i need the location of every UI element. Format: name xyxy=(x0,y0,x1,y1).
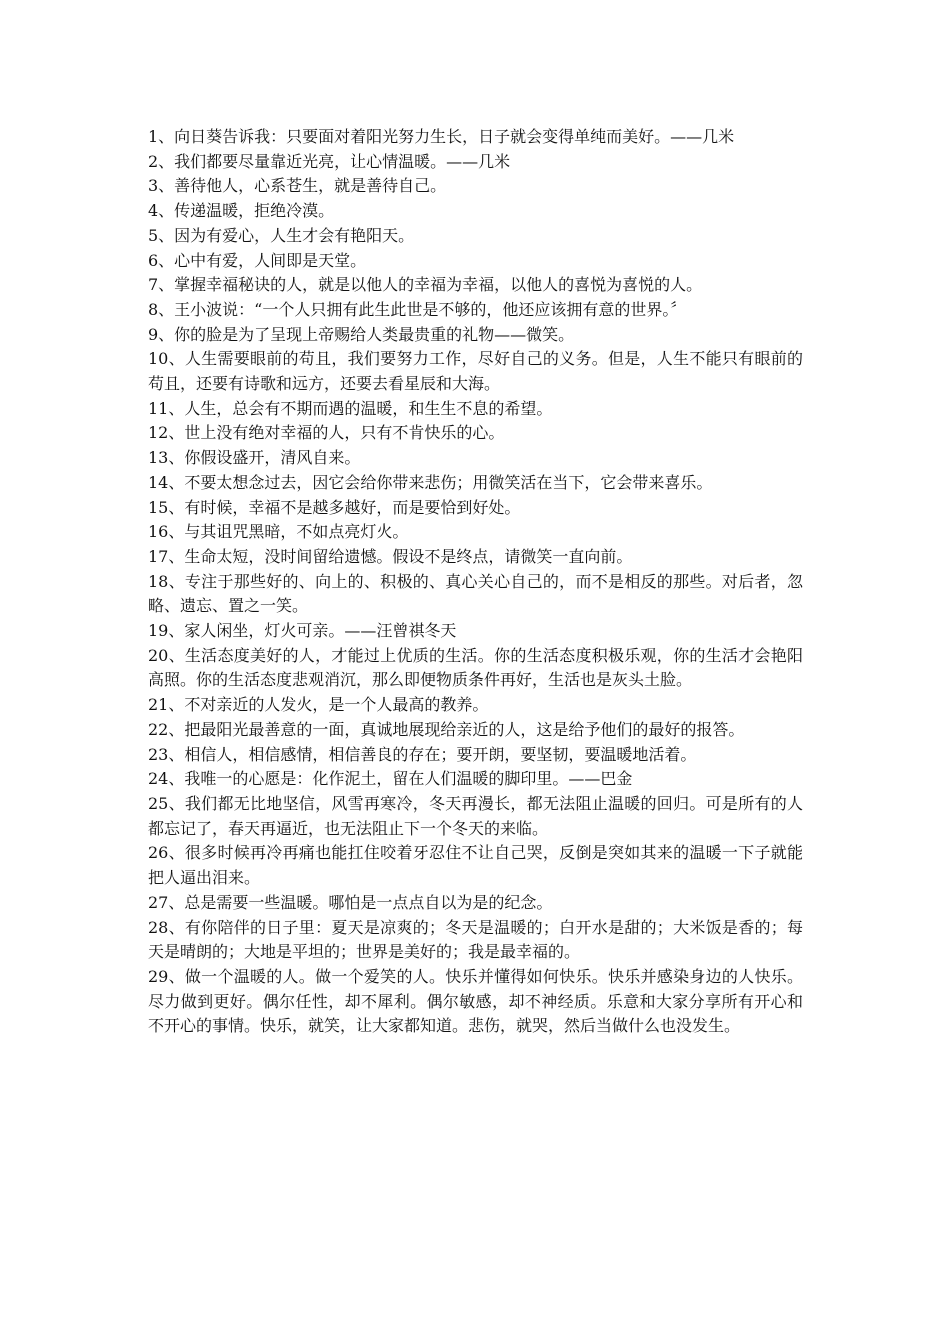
quote-13: 13、你假设盛开，清风自来。 xyxy=(148,448,361,468)
quote-6: 6、心中有爱，人间即是天堂。 xyxy=(148,250,367,270)
quote-27: 27、总是需要一些温暖。哪怕是一点点自以为是的纪念。 xyxy=(148,892,553,912)
quote-28: 28、有你陪伴的日子里：夏天是凉爽的；冬天是温暖的；白开水是甜的；大米饭是香的；每天是晴朗的；大地是平坦的；世界是美好的；我是最幸福的。 xyxy=(148,917,803,962)
quote-8: 8、王小波说：“一个人只拥有此生此世是不够的，他还应该拥有意的世界。〞 xyxy=(148,299,687,319)
quote-15: 15、有时候，幸福不是越多越好，而是要恰到好处。 xyxy=(148,497,521,517)
quote-10: 10、人生需要眼前的苟且，我们要努力工作，尽好自己的义务。但是，人生不能只有眼前的苟且，还要有诗歌和远方，还要去看星辰和大海。 xyxy=(148,349,803,394)
quote-25: 25、我们都无比地坚信，风雪再寒冷，冬天再漫长，都无法阻止温暖的回归。可是所有的人都忘记了，春天再逼近，也无法阻止下一个冬天的来临。 xyxy=(148,793,803,838)
quote-24: 24、我唯一的心愿是：化作泥土，留在人们温暖的脚印里。——巴金 xyxy=(148,769,633,789)
quote-17: 17、生命太短，没时间留给遗憾。假设不是终点，请微笑一直向前。 xyxy=(148,546,633,566)
quote-11: 11、人生，总会有不期而遇的温暖，和生生不息的希望。 xyxy=(148,398,553,418)
quote-9: 9、你的脸是为了呈现上帝赐给人类最贵重的礼物——微笑。 xyxy=(148,324,575,344)
quote-19: 19、家人闲坐，灯火可亲。——汪曾祺冬天 xyxy=(148,621,457,641)
quote-12: 12、世上没有绝对幸福的人，只有不肯快乐的心。 xyxy=(148,423,505,443)
quote-1: 1、向日葵告诉我：只要面对着阳光努力生长，日子就会变得单纯而美好。——几米 xyxy=(148,127,735,146)
quote-29: 29、做一个温暖的人。做一个爱笑的人。快乐并懂得如何快乐。快乐并感染身边的人快乐。尽力做到更好。偶尔任性，却不犀利。偶尔敏感，却不神经质。乐意和大家分享所有开心和不开心的事情。快乐，就笑，让大家都知道。悲伤，就哭，然后当做什么也没发生。 xyxy=(148,966,803,1036)
quote-2: 2、我们都要尽量靠近光亮，让心情温暖。——几米 xyxy=(148,151,511,171)
quote-14: 14、不要太想念过去，因它会给你带来悲伤；用微笑活在当下，它会带来喜乐。 xyxy=(148,472,713,492)
quote-21: 21、不对亲近的人发火，是一个人最高的教养。 xyxy=(148,695,489,715)
document-body xyxy=(148,125,803,1039)
quote-20: 20、生活态度美好的人，才能过上优质的生活。你的生活态度积极乐观，你的生活才会艳阳高照。你的生活态度悲观消沉，那么即便物质条件再好，生活也是灰头土脸。 xyxy=(148,645,803,690)
quote-18: 18、专注于那些好的、向上的、积极的、真心关心自己的，而不是相反的那些。对后者，忽略、遗忘、置之一笑。 xyxy=(148,571,803,616)
quote-5: 5、因为有爱心，人生才会有艳阳天。 xyxy=(148,225,415,245)
quote-3: 3、善待他人，心系苍生，就是善待自己。 xyxy=(148,176,447,196)
quote-26: 26、很多时候再冷再痛也能扛住咬着牙忍住不让自己哭，反倒是突如其来的温暖一下子就能把人逼出泪来。 xyxy=(148,843,803,888)
quote-16: 16、与其诅咒黑暗，不如点亮灯火。 xyxy=(148,522,409,542)
quote-23: 23、相信人，相信感情，相信善良的存在；要开朗，要坚韧，要温暖地活着。 xyxy=(148,744,697,764)
quote-4: 4、传递温暖，拒绝冷漠。 xyxy=(148,201,335,221)
quote-22: 22、把最阳光最善意的一面，真诚地展现给亲近的人，这是给予他们的最好的报答。 xyxy=(148,719,745,739)
quote-7: 7、掌握幸福秘诀的人，就是以他人的幸福为幸福，以他人的喜悦为喜悦的人。 xyxy=(148,275,703,295)
